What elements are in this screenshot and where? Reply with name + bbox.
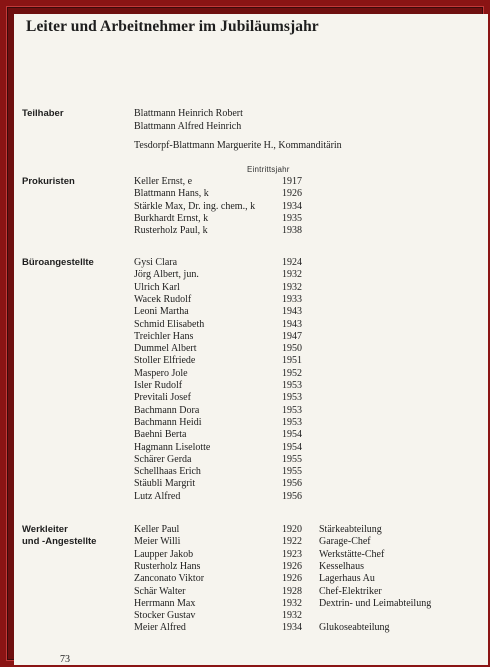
employee-name: Herrmann Max <box>134 597 196 609</box>
employee-name: Wacek Rudolf <box>134 293 192 305</box>
section-label-line1: Werkleiter <box>22 524 68 535</box>
employee-name: Schär Walter <box>134 585 186 597</box>
table-row <box>14 225 488 237</box>
employee-name: Tesdorpf-Blattmann Marguerite H., Kommanditärin <box>134 140 342 151</box>
entry-year: 1953 <box>282 404 302 416</box>
employee-role: Chef-Elektriker <box>319 585 382 597</box>
entry-year: 1934 <box>282 622 302 634</box>
employee-name: Treichler Hans <box>134 330 194 342</box>
entry-year: 1922 <box>282 536 302 548</box>
entry-year: 1924 <box>282 257 302 268</box>
employee-name: Gysi Clara <box>134 257 178 268</box>
employee-name: Rusterholz Hans <box>134 560 201 572</box>
employee-name: Rusterholz Paul, k <box>134 225 208 237</box>
employee-name: Ulrich Karl <box>134 281 180 293</box>
employee-name: Dummel Albert <box>134 343 197 355</box>
entry-year: 1926 <box>282 573 302 585</box>
employee-name: Schärer Gerda <box>134 453 192 465</box>
entry-year: 1956 <box>282 490 302 502</box>
employee-name: Isler Rudolf <box>134 380 183 391</box>
employee-name: Blattmann Heinrich Robert <box>134 108 243 119</box>
table-row <box>14 176 488 188</box>
table-row <box>14 368 488 380</box>
entry-year: 1932 <box>282 269 302 281</box>
employee-name: Maspero Jole <box>134 367 188 379</box>
entry-year: 1955 <box>282 466 302 478</box>
entry-year: 1951 <box>282 355 302 367</box>
entry-year: 1938 <box>282 225 302 237</box>
table-row <box>14 355 488 367</box>
table-row <box>14 257 488 269</box>
entry-year: 1947 <box>282 330 302 342</box>
table-row <box>14 549 488 561</box>
employee-name: Bachmann Heidi <box>134 416 202 428</box>
employee-name: Stäubli Margrit <box>134 478 196 490</box>
employee-name: Meier Willi <box>134 536 181 548</box>
employee-role: Lagerhaus Au <box>319 573 375 585</box>
table-row <box>14 343 488 355</box>
entry-year: 1943 <box>282 318 302 330</box>
table-row <box>14 429 488 441</box>
table-row <box>14 380 488 392</box>
employee-name: Stärkle Max, Dr. ing. chem., k <box>134 200 256 212</box>
employee-name: Schmid Elisabeth <box>134 318 205 330</box>
table-row <box>14 108 488 120</box>
table-row <box>14 306 488 318</box>
entry-year: 1953 <box>282 416 302 428</box>
employee-name: Meier Alfred <box>134 622 186 634</box>
entry-year: 1935 <box>282 212 302 224</box>
employee-name: Hagmann Liselotte <box>134 441 211 453</box>
table-row <box>14 188 488 200</box>
table-row <box>14 598 488 610</box>
section-label-prokuristen: Prokuristen <box>22 176 75 187</box>
entry-year: 1934 <box>282 200 302 212</box>
entry-year: 1943 <box>282 306 302 318</box>
employee-name: Blattmann Hans, k <box>134 188 209 200</box>
entry-year: 1954 <box>282 441 302 453</box>
table-row <box>14 201 488 213</box>
table-row <box>14 573 488 585</box>
section-label-teilhaber: Teilhaber <box>22 108 64 119</box>
table-row <box>14 121 488 133</box>
entry-year: 1920 <box>282 524 302 535</box>
employee-role: Werkstätte-Chef <box>319 548 385 560</box>
table-row <box>14 478 488 490</box>
employee-name: Lutz Alfred <box>134 490 181 502</box>
employee-name: Keller Ernst, e <box>134 176 193 187</box>
employee-name: Bachmann Dora <box>134 404 200 416</box>
table-row <box>14 561 488 573</box>
table-row <box>14 586 488 598</box>
entry-year: 1955 <box>282 453 302 465</box>
table-row <box>14 524 488 536</box>
column-header-eintrittsjahr: Eintrittsjahr <box>247 165 290 174</box>
employee-name: Baehni Berta <box>134 429 187 441</box>
employee-name: Burkhardt Ernst, k <box>134 212 209 224</box>
entry-year: 1926 <box>282 560 302 572</box>
employee-role: Stärkeabteilung <box>319 524 382 535</box>
employee-name: Blattmann Alfred Heinrich <box>134 120 242 132</box>
entry-year: 1932 <box>282 610 302 622</box>
employee-name: Leoni Martha <box>134 306 189 318</box>
page-title: Leiter und Arbeitnehmer im Jubiläumsjahr <box>26 18 319 35</box>
entry-year: 1932 <box>282 597 302 609</box>
table-row <box>14 140 488 152</box>
table-row <box>14 213 488 225</box>
employee-name: Zanconato Viktor <box>134 573 205 585</box>
table-row <box>14 331 488 343</box>
employee-name: Previtali Josef <box>134 392 191 404</box>
table-row <box>14 491 488 503</box>
employee-name: Stoller Elfriede <box>134 355 196 367</box>
employee-name: Laupper Jakob <box>134 548 194 560</box>
entry-year: 1923 <box>282 548 302 560</box>
entry-year: 1933 <box>282 293 302 305</box>
table-row <box>14 442 488 454</box>
entry-year: 1956 <box>282 478 302 490</box>
table-row <box>14 319 488 331</box>
table-row <box>14 417 488 429</box>
section-label-line2: und -Angestellte <box>22 536 97 548</box>
document-page <box>14 14 488 665</box>
table-row <box>14 466 488 478</box>
entry-year: 1928 <box>282 585 302 597</box>
page-number: 73 <box>60 654 70 665</box>
table-row <box>14 622 488 634</box>
table-row <box>14 536 488 548</box>
employee-role: Kesselhaus <box>319 560 364 572</box>
entry-year: 1926 <box>282 188 302 200</box>
table-row <box>14 282 488 294</box>
employee-name: Stocker Gustav <box>134 610 196 622</box>
entry-year: 1917 <box>282 176 302 187</box>
entry-year: 1932 <box>282 281 302 293</box>
table-row <box>14 405 488 417</box>
employee-name: Jörg Albert, jun. <box>134 269 199 281</box>
employee-name: Schellhaas Erich <box>134 466 201 478</box>
table-row <box>14 454 488 466</box>
entry-year: 1954 <box>282 429 302 441</box>
entry-year: 1950 <box>282 343 302 355</box>
employee-role: Dextrin- und Leimabteilung <box>319 597 432 609</box>
entry-year: 1953 <box>282 380 302 391</box>
entry-year: 1953 <box>282 392 302 404</box>
table-row <box>14 269 488 281</box>
table-row <box>14 610 488 622</box>
table-row <box>14 392 488 404</box>
entry-year: 1952 <box>282 367 302 379</box>
employee-name: Keller Paul <box>134 524 180 535</box>
employee-role: Garage-Chef <box>319 536 371 548</box>
employee-role: Glukoseabteilung <box>319 622 390 634</box>
section-label-bueroangestellte: Büroangestellte <box>22 257 94 268</box>
table-row <box>14 294 488 306</box>
